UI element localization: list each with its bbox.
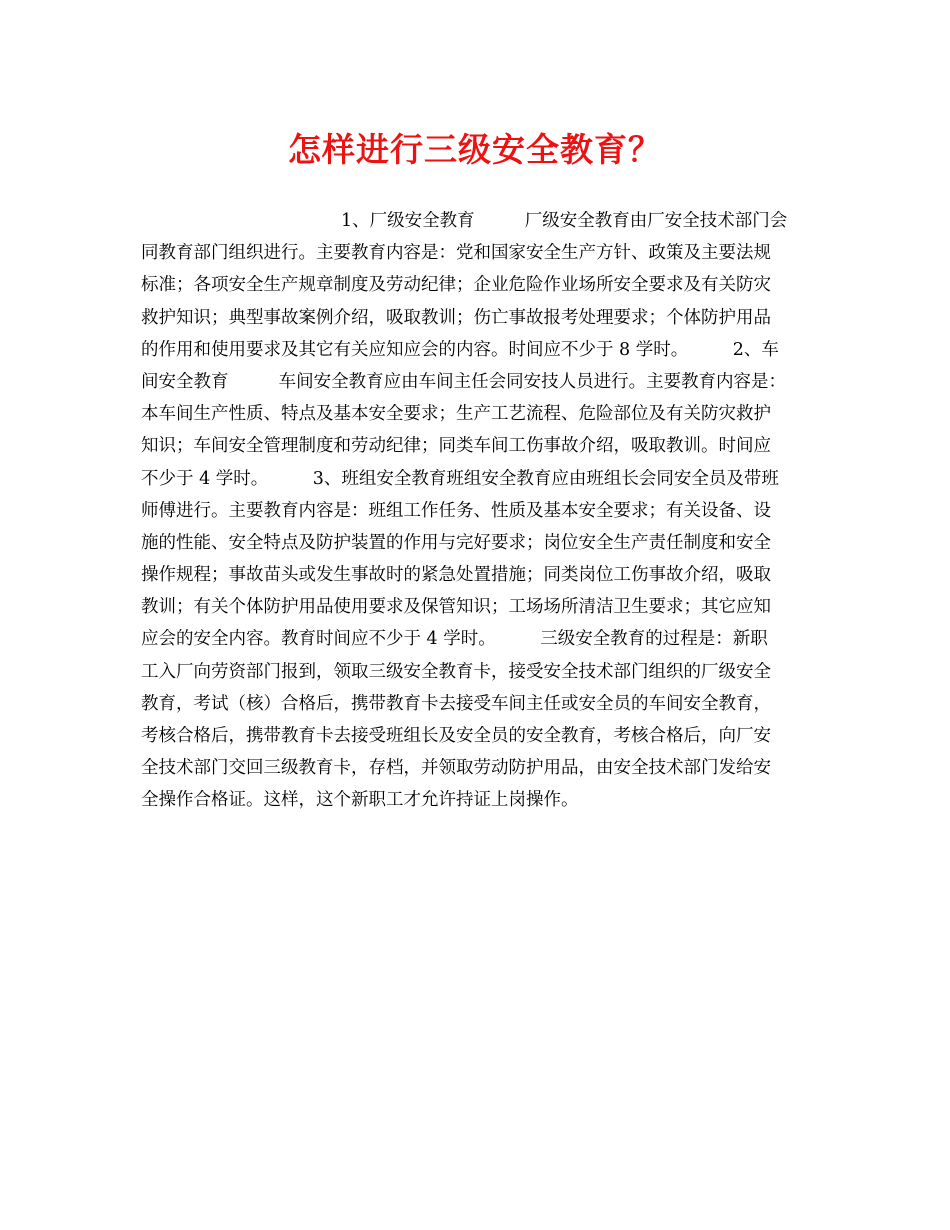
- body-line: 全操作合格证。这样，这个新职工才允许持证上岗操作。: [141, 790, 579, 811]
- body-line: 同教育部门组织进行。主要教育内容是：党和国家安全生产方针、政策及主要法规: [141, 243, 771, 264]
- body-line: 知识；车间安全管理制度和劳动纪律；同类车间工伤事故介绍，吸取教训。时间应: [141, 436, 771, 457]
- body-line: 施的性能、安全特点及防护装置的作用与完好要求；岗位安全生产责任制度和安全: [141, 532, 771, 553]
- body-line: 的作用和使用要求及其它有关应知应会的内容。时间应不少于 8 学时。 2、车: [141, 339, 779, 360]
- body-line: 本车间生产性质、特点及基本安全要求；生产工艺流程、危险部位及有关防灾救护: [141, 404, 771, 425]
- body-line: 教训；有关个体防护用品使用要求及保管知识；工场场所清洁卫生要求；其它应知: [141, 597, 771, 618]
- body-line: 救护知识；典型事故案例介绍，吸取教训；伤亡事故报考处理要求；个体防护用品: [141, 307, 771, 328]
- body-line: 不少于 4 学时。 3、班组安全教育班组安全教育应由班组长会同安全员及带班: [141, 468, 779, 489]
- document-title: 怎样进行三级安全教育？: [288, 130, 662, 169]
- body-line: 间安全教育 车间安全教育应由车间主任会同安技人员进行。主要教育内容是：: [141, 371, 787, 392]
- body-line: 全技术部门交回三级教育卡，存档，并领取劳动防护用品，由安全技术部门发给安: [141, 758, 771, 779]
- body-line: 1、厂级安全教育 厂级安全教育由厂安全技术部门会: [341, 211, 788, 231]
- body-line: 应会的安全内容。教育时间应不少于 4 学时。 三级安全教育的过程是：新职: [141, 629, 768, 650]
- body-line: 师傅进行。主要教育内容是：班组工作任务、性质及基本安全要求；有关设备、设: [141, 500, 771, 521]
- body-line: 标准；各项安全生产规章制度及劳动纪律；企业危险作业场所安全要求及有关防灾: [141, 275, 771, 296]
- document-body: [141, 205, 821, 817]
- body-line: 教育，考试（核）合格后，携带教育卡去接受车间主任或安全员的车间安全教育，: [141, 693, 771, 714]
- body-line: 工入厂向劳资部门报到，领取三级安全教育卡，接受安全技术部门组织的厂级安全: [141, 661, 771, 682]
- body-line: 考核合格后，携带教育卡去接受班组长及安全员的安全教育，考核合格后，向厂安: [141, 726, 771, 746]
- body-line: 操作规程；事故苗头或发生事故时的紧急处置措施；同类岗位工伤事故介绍，吸取: [141, 565, 771, 586]
